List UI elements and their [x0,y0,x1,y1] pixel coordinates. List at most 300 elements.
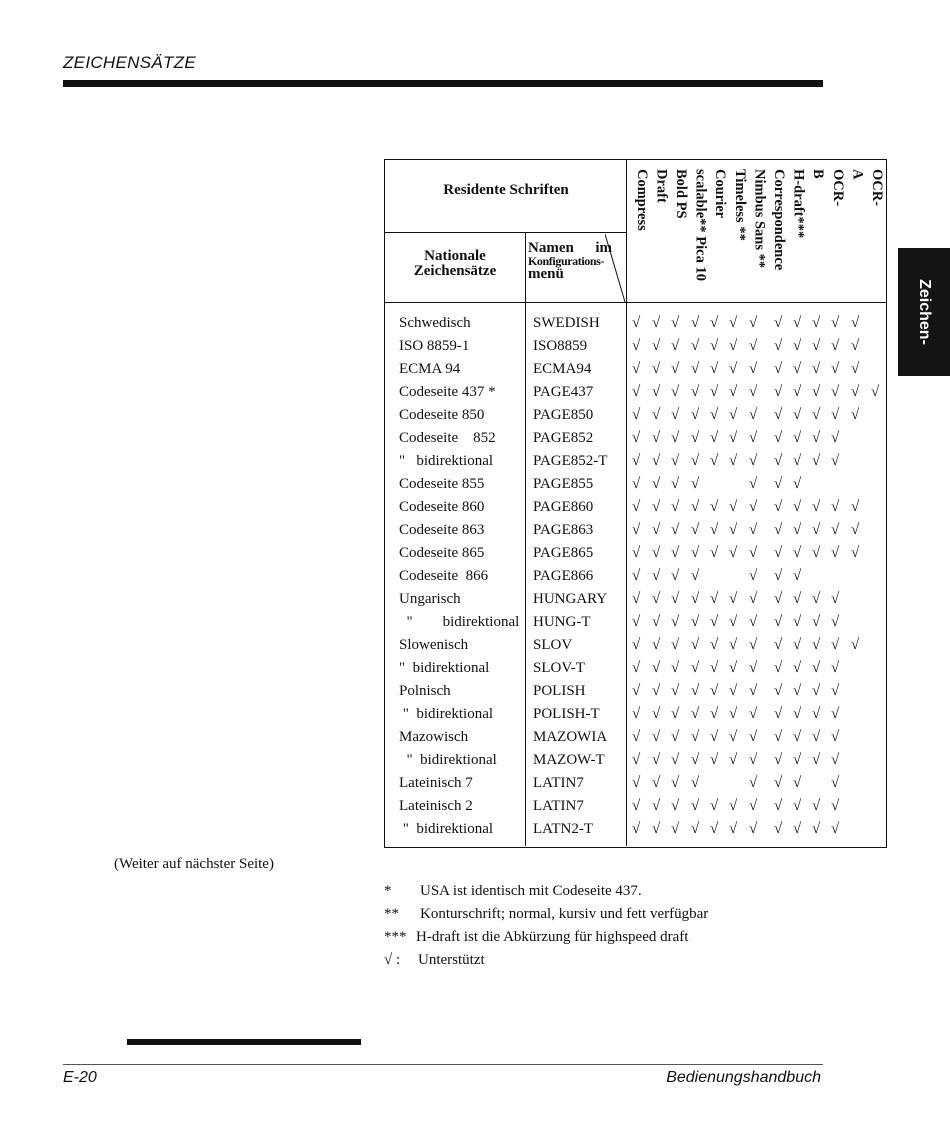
support-checkmark: √ [729,821,738,837]
footnote-text: Konturschrift; normal, kursiv und fett verfügbar [420,906,709,922]
support-checkmark: √ [812,407,821,423]
charset-name: Slowenisch [399,637,469,653]
page-number: E-20 [63,1069,97,1086]
footnote-text: H-draft ist die Abkürzung für highspeed draft [416,929,689,945]
support-checkmark: √ [671,706,680,722]
font-column-header: Draft [653,169,670,203]
footnote-text: Unterstützt [418,952,485,968]
font-column-header: B [810,169,827,179]
support-checkmark: √ [691,752,700,768]
support-checkmark: √ [793,752,802,768]
support-checkmark: √ [632,361,641,377]
footnote-symbol: *** [384,929,407,945]
support-checkmark: √ [652,361,661,377]
support-checkmark: √ [749,499,758,515]
page-header-title: ZEICHENSÄTZE [63,53,197,72]
support-checkmark: √ [793,338,802,354]
support-checkmark: √ [632,614,641,630]
charset-name: Lateinisch 2 [399,798,473,814]
support-checkmark: √ [793,499,802,515]
support-checkmark: √ [652,660,661,676]
support-checkmark: √ [671,614,680,630]
support-checkmark: √ [710,683,719,699]
charset-name: " bidirektional [399,821,494,837]
support-checkmark: √ [774,729,783,745]
support-checkmark: √ [710,614,719,630]
section-tab [898,248,950,376]
charset-table [384,159,887,848]
footnote-symbol: √ : [384,952,401,968]
support-checkmark: √ [831,545,840,561]
support-checkmark: √ [749,798,758,814]
charset-name: Schwedisch [399,315,471,331]
table-row [385,542,886,565]
support-checkmark: √ [812,522,821,538]
menu-code: HUNGARY [533,591,608,607]
font-column-header: H-draft*** [790,169,807,239]
support-checkmark: √ [710,430,719,446]
support-checkmark: √ [632,637,641,653]
decorative-rule [127,1039,361,1045]
support-checkmark: √ [831,729,840,745]
charset-name: ECMA 94 [399,361,461,377]
support-checkmark: √ [691,660,700,676]
font-column-header: Compress [633,169,650,231]
table-row [385,680,886,703]
support-checkmark: √ [671,430,680,446]
support-checkmark: √ [793,821,802,837]
table-row [385,473,886,496]
support-checkmark: √ [851,637,860,653]
support-checkmark: √ [652,637,661,653]
charset-name: " bidirektional [399,752,497,768]
charset-name: Codeseite 855 [399,476,485,492]
support-checkmark: √ [749,568,758,584]
support-checkmark: √ [793,476,802,492]
continued-note: (Weiter auf nächster Seite) [114,856,274,872]
charset-name: Lateinisch 7 [399,775,473,791]
support-checkmark: √ [691,614,700,630]
font-column-header: Nimbus Sans ** [751,169,768,269]
support-checkmark: √ [652,430,661,446]
support-checkmark: √ [729,614,738,630]
footnote-symbol: * [384,883,392,899]
support-checkmark: √ [710,821,719,837]
support-checkmark: √ [691,315,700,331]
support-checkmark: √ [793,637,802,653]
table-row [385,358,886,381]
footnote-symbol: ** [384,906,399,922]
support-checkmark: √ [793,430,802,446]
header-split-line [385,232,626,233]
table-row [385,312,886,335]
support-checkmark: √ [710,453,719,469]
support-checkmark: √ [652,545,661,561]
support-checkmark: √ [831,614,840,630]
support-checkmark: √ [671,775,680,791]
support-checkmark: √ [793,315,802,331]
support-checkmark: √ [691,798,700,814]
menu-code: POLISH [533,683,586,699]
support-checkmark: √ [812,729,821,745]
support-checkmark: √ [652,683,661,699]
support-checkmark: √ [632,545,641,561]
menu-code: HUNG-T [533,614,591,630]
support-checkmark: √ [710,591,719,607]
support-checkmark: √ [774,660,783,676]
support-checkmark: √ [749,637,758,653]
support-checkmark: √ [632,706,641,722]
table-row [385,634,886,657]
font-column-header: OCR- [869,169,885,207]
menu-code: PAGE860 [533,499,594,515]
support-checkmark: √ [749,338,758,354]
support-checkmark: √ [749,660,758,676]
support-checkmark: √ [831,683,840,699]
support-checkmark: √ [793,614,802,630]
support-checkmark: √ [812,821,821,837]
support-checkmark: √ [812,545,821,561]
font-column-header: A [849,169,866,180]
support-checkmark: √ [749,430,758,446]
support-checkmark: √ [632,315,641,331]
table-row [385,611,886,634]
support-checkmark: √ [793,361,802,377]
font-column-header: Bold PS [673,169,689,219]
support-checkmark: √ [632,499,641,515]
national-charsets-heading [385,249,525,279]
support-checkmark: √ [812,338,821,354]
support-checkmark: √ [632,729,641,745]
table-row [385,749,886,772]
support-checkmark: √ [652,591,661,607]
support-checkmark: √ [729,522,738,538]
support-checkmark: √ [812,706,821,722]
support-checkmark: √ [671,361,680,377]
support-checkmark: √ [691,637,700,653]
support-checkmark: √ [652,453,661,469]
support-checkmark: √ [831,338,840,354]
charset-name: Codeseite 866 [399,568,489,584]
support-checkmark: √ [812,614,821,630]
support-checkmark: √ [691,384,700,400]
support-checkmark: √ [774,430,783,446]
support-checkmark: √ [793,660,802,676]
support-checkmark: √ [729,384,738,400]
support-checkmark: √ [831,384,840,400]
support-checkmark: √ [851,361,860,377]
support-checkmark: √ [729,499,738,515]
support-checkmark: √ [749,407,758,423]
table-row [385,381,886,404]
support-checkmark: √ [793,568,802,584]
support-checkmark: √ [691,499,700,515]
font-column-header: scalable** Pica 10 [692,169,709,281]
support-checkmark: √ [774,476,783,492]
support-checkmark: √ [812,315,821,331]
support-checkmark: √ [671,476,680,492]
menu-name-heading-b: im [595,240,612,256]
support-checkmark: √ [691,706,700,722]
support-checkmark: √ [851,384,860,400]
support-checkmark: √ [671,637,680,653]
charset-name: Polnisch [399,683,451,699]
support-checkmark: √ [691,775,700,791]
menu-name-heading-line3: menü [528,266,564,282]
support-checkmark: √ [749,821,758,837]
menu-code: MAZOWIA [533,729,608,745]
support-checkmark: √ [632,338,641,354]
support-checkmark: √ [831,407,840,423]
support-checkmark: √ [691,522,700,538]
support-checkmark: √ [729,660,738,676]
support-checkmark: √ [812,798,821,814]
support-checkmark: √ [671,660,680,676]
support-checkmark: √ [652,752,661,768]
support-checkmark: √ [774,315,783,331]
charset-name: Codeseite 852 [399,430,496,446]
support-checkmark: √ [632,407,641,423]
support-checkmark: √ [831,499,840,515]
support-checkmark: √ [691,338,700,354]
support-checkmark: √ [671,453,680,469]
manual-title: Bedienungshandbuch [666,1069,821,1086]
charset-name: Codeseite 865 [399,545,485,561]
support-checkmark: √ [632,821,641,837]
font-column-header: OCR- [829,169,846,207]
support-checkmark: √ [729,729,738,745]
support-checkmark: √ [749,476,758,492]
support-checkmark: √ [749,591,758,607]
support-checkmark: √ [729,798,738,814]
support-checkmark: √ [831,453,840,469]
support-checkmark: √ [774,407,783,423]
support-checkmark: √ [871,384,880,400]
support-checkmark: √ [729,430,738,446]
menu-code: SLOV-T [533,660,585,676]
support-checkmark: √ [632,453,641,469]
support-checkmark: √ [812,499,821,515]
charset-name: Codeseite 850 [399,407,485,423]
support-checkmark: √ [749,729,758,745]
support-checkmark: √ [710,798,719,814]
support-checkmark: √ [774,614,783,630]
header-rule [63,80,823,87]
support-checkmark: √ [774,384,783,400]
support-checkmark: √ [793,729,802,745]
support-checkmark: √ [652,729,661,745]
support-checkmark: √ [749,775,758,791]
charset-name: ISO 8859-1 [399,338,470,354]
support-checkmark: √ [710,315,719,331]
support-checkmark: √ [831,315,840,331]
menu-code: PAGE852 [533,430,594,446]
support-checkmark: √ [652,706,661,722]
charset-name: Codeseite 437 * [399,384,496,400]
menu-code: POLISH-T [533,706,600,722]
support-checkmark: √ [851,545,860,561]
support-checkmark: √ [652,476,661,492]
support-checkmark: √ [671,729,680,745]
support-checkmark: √ [652,315,661,331]
menu-code: ECMA94 [533,361,592,377]
support-checkmark: √ [710,361,719,377]
support-checkmark: √ [729,315,738,331]
support-checkmark: √ [774,798,783,814]
support-checkmark: √ [632,568,641,584]
menu-code: LATN2-T [533,821,593,837]
support-checkmark: √ [691,821,700,837]
support-checkmark: √ [812,384,821,400]
national-heading-line2: Zeichensätze [413,263,497,279]
support-checkmark: √ [729,752,738,768]
support-checkmark: √ [710,752,719,768]
support-checkmark: √ [632,522,641,538]
support-checkmark: √ [632,798,641,814]
support-checkmark: √ [710,660,719,676]
support-checkmark: √ [729,361,738,377]
table-row [385,450,886,473]
support-checkmark: √ [652,775,661,791]
support-checkmark: √ [671,752,680,768]
support-checkmark: √ [812,752,821,768]
support-checkmark: √ [632,752,641,768]
support-checkmark: √ [774,637,783,653]
menu-code: PAGE852-T [533,453,608,469]
support-checkmark: √ [812,591,821,607]
support-checkmark: √ [652,568,661,584]
support-checkmark: √ [671,683,680,699]
table-row [385,404,886,427]
support-checkmark: √ [749,522,758,538]
support-checkmark: √ [691,568,700,584]
support-checkmark: √ [691,430,700,446]
support-checkmark: √ [691,545,700,561]
menu-code: PAGE855 [533,476,594,492]
support-checkmark: √ [831,706,840,722]
font-column-headers [628,169,886,304]
support-checkmark: √ [710,522,719,538]
support-checkmark: √ [652,522,661,538]
support-checkmark: √ [812,683,821,699]
charset-name: Mazowisch [399,729,469,745]
support-checkmark: √ [831,361,840,377]
support-checkmark: √ [749,315,758,331]
support-checkmark: √ [774,568,783,584]
support-checkmark: √ [749,706,758,722]
support-checkmark: √ [851,407,860,423]
national-heading-line1: Nationale [424,248,486,264]
support-checkmark: √ [851,522,860,538]
support-checkmark: √ [793,683,802,699]
support-checkmark: √ [749,384,758,400]
support-checkmark: √ [691,683,700,699]
support-checkmark: √ [729,338,738,354]
menu-code: LATIN7 [533,798,584,814]
support-checkmark: √ [671,499,680,515]
charset-name: Codeseite 863 [399,522,485,538]
footer-rule [63,1064,823,1065]
support-checkmark: √ [710,338,719,354]
support-checkmark: √ [691,591,700,607]
support-checkmark: √ [632,775,641,791]
menu-name-heading-line2: Konfigurations- [528,254,605,268]
support-checkmark: √ [710,384,719,400]
font-column-header: Courier [712,169,729,219]
support-checkmark: √ [831,821,840,837]
support-checkmark: √ [710,499,719,515]
table-row [385,588,886,611]
menu-code: MAZOW-T [533,752,605,768]
support-checkmark: √ [749,614,758,630]
support-checkmark: √ [691,453,700,469]
support-checkmark: √ [774,706,783,722]
support-checkmark: √ [671,798,680,814]
table-row [385,427,886,450]
support-checkmark: √ [632,384,641,400]
support-checkmark: √ [774,591,783,607]
table-row [385,519,886,542]
menu-code: PAGE863 [533,522,594,538]
section-tab-label: Zeichen- [916,279,933,345]
support-checkmark: √ [793,384,802,400]
support-checkmark: √ [729,453,738,469]
support-checkmark: √ [749,361,758,377]
support-checkmark: √ [691,361,700,377]
support-checkmark: √ [710,545,719,561]
charset-rows [385,312,886,841]
support-checkmark: √ [729,407,738,423]
support-checkmark: √ [671,591,680,607]
menu-code: PAGE865 [533,545,594,561]
support-checkmark: √ [632,476,641,492]
menu-code: PAGE437 [533,384,594,400]
support-checkmark: √ [774,499,783,515]
support-checkmark: √ [749,453,758,469]
support-checkmark: √ [831,637,840,653]
support-checkmark: √ [774,775,783,791]
support-checkmark: √ [812,453,821,469]
support-checkmark: √ [793,453,802,469]
menu-code: SWEDISH [533,315,600,331]
support-checkmark: √ [710,729,719,745]
font-column-header: Correspondence [771,169,787,271]
resident-fonts-heading: Residente Schriften [443,182,569,198]
support-checkmark: √ [652,407,661,423]
support-checkmark: √ [710,706,719,722]
menu-name-heading [528,242,612,281]
support-checkmark: √ [652,384,661,400]
support-checkmark: √ [831,591,840,607]
charset-name: " bidirektional [399,706,494,722]
support-checkmark: √ [793,591,802,607]
charset-name: " bidirektional [399,660,490,676]
footnote-text: USA ist identisch mit Codeseite 437. [420,883,642,899]
support-checkmark: √ [671,568,680,584]
support-checkmark: √ [774,821,783,837]
charset-name: " bidirektional [399,453,494,469]
support-checkmark: √ [831,430,840,446]
menu-code: PAGE866 [533,568,594,584]
support-checkmark: √ [729,637,738,653]
support-checkmark: √ [774,522,783,538]
support-checkmark: √ [831,660,840,676]
support-checkmark: √ [774,453,783,469]
support-checkmark: √ [793,545,802,561]
support-checkmark: √ [671,338,680,354]
table-row [385,818,886,841]
support-checkmark: √ [652,614,661,630]
